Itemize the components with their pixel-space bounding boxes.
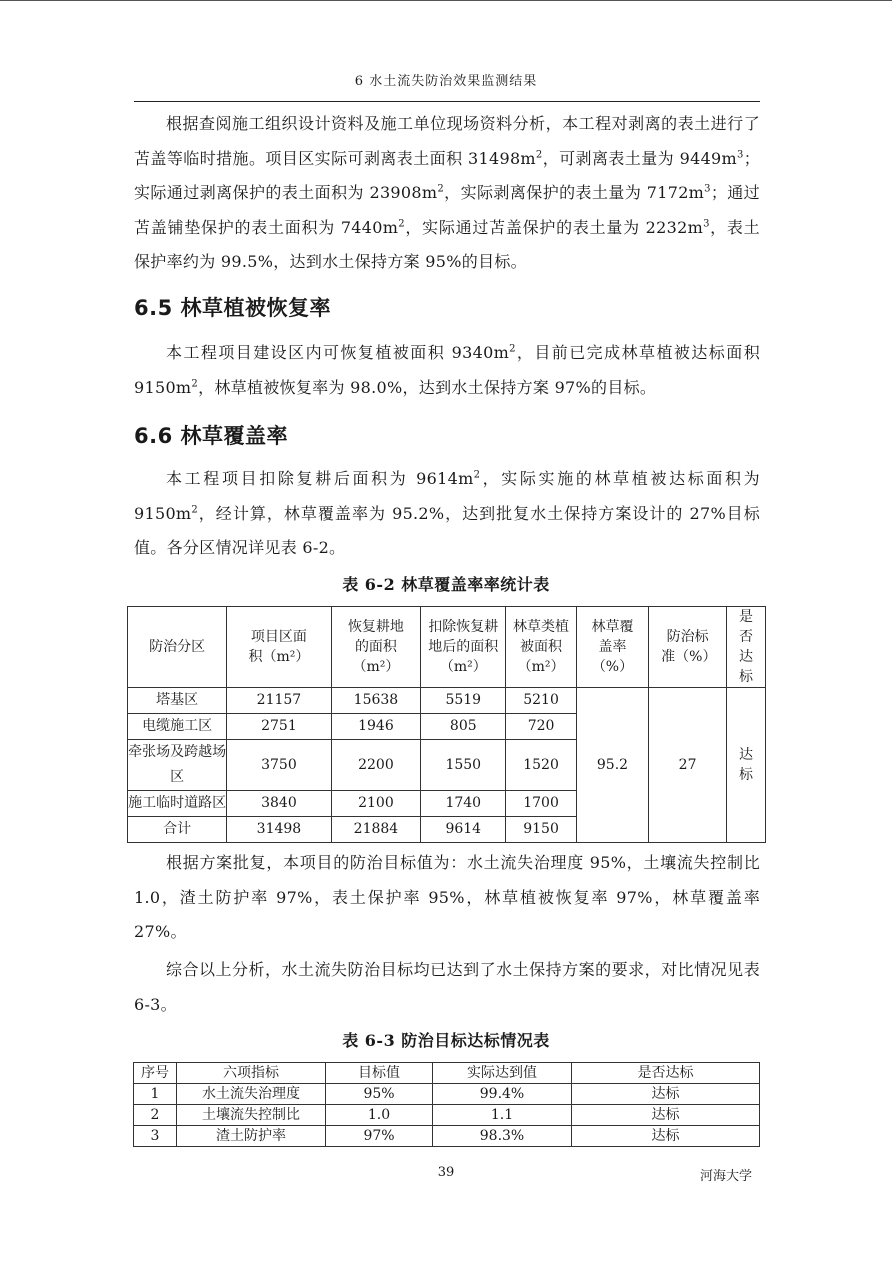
section-heading-6-6: 6.6 林草覆盖率 bbox=[134, 424, 289, 448]
table-cell: 土壤流失控制比 bbox=[177, 1105, 326, 1126]
table-header-row bbox=[134, 1063, 760, 1084]
column-header: 防治标准（%） bbox=[649, 607, 727, 688]
table-row bbox=[134, 1105, 760, 1126]
table-cell: 水土流失治理度 bbox=[177, 1084, 326, 1105]
table-cell: 3 bbox=[134, 1126, 177, 1147]
table-cell: 1740 bbox=[421, 791, 506, 817]
header-rule bbox=[134, 101, 760, 102]
table-cell: 2751 bbox=[227, 714, 331, 740]
column-header: 六项指标 bbox=[177, 1063, 326, 1084]
table-cell: 施工临时道路区 bbox=[128, 791, 227, 817]
table-cell: 3840 bbox=[227, 791, 331, 817]
column-header: 是否达标 bbox=[727, 607, 766, 688]
table-cell: 99.4% bbox=[433, 1084, 572, 1105]
table-cell: 1946 bbox=[331, 714, 421, 740]
table-cell: 牵张场及跨越场区 bbox=[128, 740, 227, 791]
table-cell: 9150 bbox=[506, 817, 576, 843]
table-cell: 720 bbox=[506, 714, 576, 740]
column-header: 实际达到值 bbox=[433, 1063, 572, 1084]
topsoil-paragraph: 根据查阅施工组织设计资料及施工单位现场资料分析，本工程对剥离的表土进行了苫盖等临时措施。项目区实际可剥离表土面积 $31498m^2$，可剥离表土量为 $9449m^3$；实际通过剥离保护的表土面积为 $23908m^2$，实际剥离保护的表土量为 $7172m^3$；通过苫盖铺垫保护的表土面积为 $7440m^2$，实际通过苫盖保护的表土量为 $2232m^3$，表土保护率约为 99.5%，达到水土保持方案 95%的目标。 bbox=[134, 114, 760, 271]
table-cell: 31498 bbox=[227, 817, 331, 843]
vegetation-coverage-paragraph: 本工程项目扣除复耕后面积为 $9614m^2$，实际实施的林草植被达标面积为 $9150m^2$，经计算，林草覆盖率为 95.2%，达到批复水土保持方案设计的 27%目标值。各分区情况详见表 6-2。 bbox=[134, 469, 760, 557]
table-cell: 合计 bbox=[128, 817, 227, 843]
table-cell: 21884 bbox=[331, 817, 421, 843]
table-cell: 渣土防护率 bbox=[177, 1126, 326, 1147]
table-cell: 达标 bbox=[572, 1126, 760, 1147]
table-cell: 电缆施工区 bbox=[128, 714, 227, 740]
vegetation-recovery-paragraph: 本工程项目建设区内可恢复植被面积 $9340m^2$，目前已完成林草植被达标面积 $9150m^2$，林草植被恢复率为 98.0%，达到水土保持方案 97%的目标。 bbox=[134, 343, 761, 397]
table-cell: 达标 bbox=[572, 1084, 760, 1105]
column-header: 项目区面积（m²） bbox=[227, 607, 331, 688]
table-cell: 1550 bbox=[421, 740, 506, 791]
column-header: 恢复耕地的面积（m²） bbox=[331, 607, 421, 688]
table-cell: 95% bbox=[326, 1084, 433, 1105]
table-row bbox=[134, 1126, 760, 1147]
coverage-rate-cell: 95.2 bbox=[576, 688, 648, 843]
table-header-row bbox=[128, 607, 766, 688]
target-compliance-table bbox=[133, 1062, 760, 1147]
summary-paragraph: 综合以上分析，水土流失防治目标均已达到了水土保持方案的要求，对比情况见表 6-3。 bbox=[134, 960, 760, 1014]
page-number: 39 bbox=[437, 1165, 455, 1180]
table-cell: 塔基区 bbox=[128, 688, 227, 714]
table-row bbox=[134, 1084, 760, 1105]
table-cell: 2 bbox=[134, 1105, 177, 1126]
table-cell: 1.0 bbox=[326, 1105, 433, 1126]
result-cell: 达标 bbox=[727, 688, 766, 843]
column-header: 防治分区 bbox=[128, 607, 227, 688]
table-cell: 2100 bbox=[331, 791, 421, 817]
table-cell: 21157 bbox=[227, 688, 331, 714]
table-cell: 98.3% bbox=[433, 1126, 572, 1147]
coverage-statistics-table bbox=[127, 606, 766, 843]
table-6-2-caption: 表 6-2 林草覆盖率率统计表 bbox=[342, 575, 550, 594]
column-header: 林草类植被面积（m²） bbox=[506, 607, 576, 688]
column-header: 序号 bbox=[134, 1063, 177, 1084]
table-cell: 1 bbox=[134, 1084, 177, 1105]
section-heading-6-5: 6.5 林草植被恢复率 bbox=[134, 296, 332, 320]
running-header: 6 水土流失防治效果监测结果 bbox=[354, 74, 538, 89]
table-cell: 达标 bbox=[572, 1105, 760, 1126]
table-cell: 5519 bbox=[421, 688, 506, 714]
table-cell: 2200 bbox=[331, 740, 421, 791]
table-6-3-caption: 表 6-3 防治目标达标情况表 bbox=[342, 1031, 550, 1050]
column-header: 目标值 bbox=[326, 1063, 433, 1084]
table-cell: 97% bbox=[326, 1126, 433, 1147]
table-cell: 1520 bbox=[506, 740, 576, 791]
targets-paragraph: 根据方案批复，本项目的防治目标值为：水土流失治理度 95%，土壤流失控制比 1.0，渣土防护率 97%，表土保护率 95%，林草植被恢复率 97%，林草覆盖率 27%。 bbox=[134, 853, 760, 941]
table-cell: 15638 bbox=[331, 688, 421, 714]
table-row bbox=[128, 688, 766, 714]
column-header: 林草覆盖率（%） bbox=[576, 607, 648, 688]
table-cell: 3750 bbox=[227, 740, 331, 791]
standard-cell: 27 bbox=[649, 688, 727, 843]
table-cell: 5210 bbox=[506, 688, 576, 714]
table-cell: 1700 bbox=[506, 791, 576, 817]
column-header: 是否达标 bbox=[572, 1063, 760, 1084]
table-cell: 1.1 bbox=[433, 1105, 572, 1126]
top-border bbox=[0, 0, 892, 1]
table-cell: 9614 bbox=[421, 817, 506, 843]
footer-organization: 河海大学 bbox=[700, 1169, 753, 1184]
table-cell: 805 bbox=[421, 714, 506, 740]
column-header: 扣除恢复耕地后的面积（m²） bbox=[421, 607, 506, 688]
